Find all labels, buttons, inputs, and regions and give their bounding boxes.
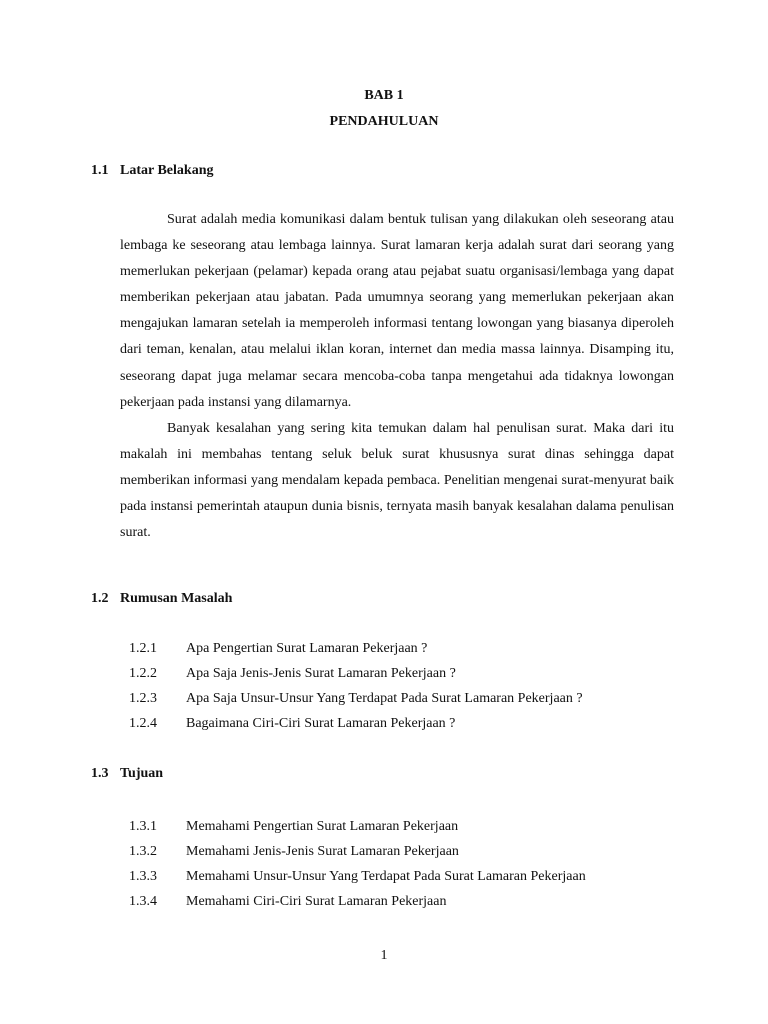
item-text: Apa Saja Jenis-Jenis Surat Lamaran Pekerjaan ? (186, 666, 456, 681)
item-text: Bagaimana Ciri-Ciri Surat Lamaran Pekerjaan ? (186, 716, 456, 731)
list-item (129, 814, 586, 839)
item-number: 1.2.2 (129, 666, 157, 681)
item-text: Apa Pengertian Surat Lamaran Pekerjaan ? (186, 641, 428, 656)
item-number: 1.2.1 (129, 641, 157, 656)
section-title: Tujuan (120, 766, 164, 781)
item-text: Apa Saja Unsur-Unsur Yang Terdapat Pada Surat Lamaran Pekerjaan ? (186, 691, 583, 706)
chapter-title: PENDAHULUAN (329, 114, 439, 129)
item-text: Memahami Unsur-Unsur Yang Terdapat Pada Surat Lamaran Pekerjaan (186, 869, 586, 884)
item-number: 1.3.1 (129, 819, 157, 834)
section-heading-background (91, 163, 213, 179)
list-item (129, 839, 586, 864)
problem-list (129, 636, 583, 736)
page-number: 1 (380, 948, 388, 963)
section-number: 1.1 (91, 163, 109, 178)
list-item (129, 661, 583, 686)
item-number: 1.2.3 (129, 691, 157, 706)
item-text: Memahami Pengertian Surat Lamaran Pekerjaan (186, 819, 459, 834)
item-number: 1.3.4 (129, 894, 157, 909)
item-number: 1.3.3 (129, 869, 157, 884)
paragraph: Banyak kesalahan yang sering kita temukan dalam hal penulisan surat. Maka dari itu makalah ini membahas tentang seluk beluk surat khususnya surat dinas sehingga dapat memberikan informasi yang mendalam kepada pembaca. Penelitian mengenai surat-menyurat baik pada instansi pemerintah ataupun dunia bisnis, ternyata masih banyak kesalahan dalama penulisan surat. (120, 420, 674, 541)
list-item (129, 636, 583, 661)
item-text: Memahami Ciri-Ciri Surat Lamaran Pekerjaan (186, 894, 447, 909)
background-text (120, 207, 674, 546)
section-title: Latar Belakang (120, 163, 214, 178)
section-heading-goals (91, 766, 163, 782)
section-heading-problem (91, 591, 232, 607)
chapter-label: BAB 1 (364, 88, 404, 103)
item-number: 1.2.4 (129, 716, 157, 731)
item-number: 1.3.2 (129, 844, 157, 859)
item-text: Memahami Jenis-Jenis Surat Lamaran Pekerjaan (186, 844, 459, 859)
section-number: 1.2 (91, 591, 109, 606)
goals-list (129, 814, 586, 914)
list-item (129, 864, 586, 889)
section-title: Rumusan Masalah (120, 591, 233, 606)
paragraph: Surat adalah media komunikasi dalam bentuk tulisan yang dilakukan oleh seseorang atau lembaga ke seseorang atau lembaga lainnya. Surat lamaran kerja adalah surat dari seorang yang memerlukan pekerjaan (pelamar) kepada orang atau pejabat suatu organisasi/lembaga yang dapat memberikan pekerjaan atau jabatan. Pada umumnya seorang yang memerlukan pekerjaan akan mengajukan lamaran setelah ia memperoleh informasi tentang lowongan yang biasanya diperoleh dari teman, kenalan, atau melalui iklan koran, internet dan media massa lainnya. Disamping itu, seseorang dapat juga melamar secara mencoba-coba tanpa mengetahui ada tidaknya lowongan pekerjaan pada instansi yang dilamarnya. (120, 212, 674, 410)
list-item (129, 889, 586, 914)
list-item (129, 686, 583, 711)
section-number: 1.3 (91, 766, 109, 781)
list-item (129, 711, 583, 736)
